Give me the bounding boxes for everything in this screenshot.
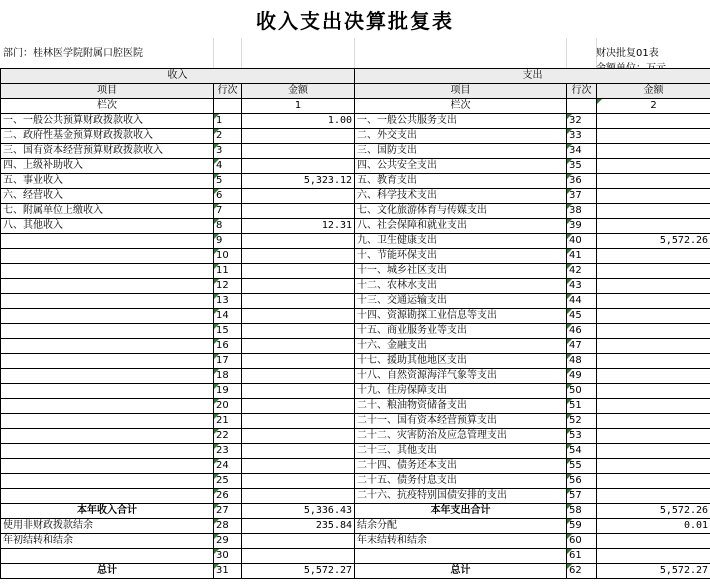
income-item-cell xyxy=(1,369,214,384)
expense-item-cell: 四、公共安全支出 xyxy=(355,159,567,174)
expense-item-cell: 八、社会保障和就业支出 xyxy=(355,219,567,234)
table-row xyxy=(1,444,710,459)
expense-amount-cell xyxy=(597,114,710,129)
table-row xyxy=(1,144,710,159)
expense-item-cell: 七、文化旅游体育与传媒支出 xyxy=(355,204,567,219)
section-header-row xyxy=(1,69,710,84)
expense-amount-cell xyxy=(597,219,710,234)
expense-section-header: 支出 xyxy=(355,69,710,84)
expense-line-cell: 33 xyxy=(567,129,597,144)
table-row xyxy=(1,309,710,324)
income-line-cell: 16 xyxy=(214,339,242,354)
expense-line-cell: 35 xyxy=(567,159,597,174)
income-amount-cell: 5,572.27 xyxy=(242,564,355,579)
table-row xyxy=(1,264,710,279)
income-amount-cell xyxy=(242,159,355,174)
income-line-cell: 2 xyxy=(214,129,242,144)
expense-line-cell: 61 xyxy=(567,549,597,564)
expense-amount-cell: 5,572.27 xyxy=(597,564,710,579)
income-line-cell: 8 xyxy=(214,219,242,234)
income-line-cell: 26 xyxy=(214,489,242,504)
income-item-cell: 本年收入合计 xyxy=(1,504,214,519)
income-line-cell: 13 xyxy=(214,294,242,309)
expense-item-cell: 结余分配 xyxy=(355,519,567,534)
table-row xyxy=(1,564,710,579)
income-item-cell xyxy=(1,429,214,444)
income-line-cell: 14 xyxy=(214,309,242,324)
table-row xyxy=(1,414,710,429)
table-row xyxy=(1,369,710,384)
income-item-cell xyxy=(1,264,214,279)
income-amount-cell xyxy=(242,399,355,414)
income-section-header: 收入 xyxy=(1,69,355,84)
income-line-cell: 29 xyxy=(214,534,242,549)
expense-item-cell: 一、一般公共服务支出 xyxy=(355,114,567,129)
income-item-cell xyxy=(1,489,214,504)
expense-amount-cell xyxy=(597,174,710,189)
expense-amount-cell xyxy=(597,384,710,399)
expense-line-cell: 42 xyxy=(567,264,597,279)
expense-line-cell: 50 xyxy=(567,384,597,399)
expense-item-cell: 二十四、债务还本支出 xyxy=(355,459,567,474)
report-title: 收入支出决算批复表 xyxy=(256,8,454,33)
table-row xyxy=(1,399,710,414)
table-row xyxy=(1,279,710,294)
expense-amount-cell xyxy=(597,339,710,354)
income-item-cell: 一、一般公共预算财政拨款收入 xyxy=(1,114,214,129)
expense-line-cell: 37 xyxy=(567,189,597,204)
table-row xyxy=(1,549,710,564)
table-row xyxy=(1,204,710,219)
income-amount-cell xyxy=(242,189,355,204)
income-line-cell: 20 xyxy=(214,399,242,414)
table-row xyxy=(1,459,710,474)
income-line-cell: 5 xyxy=(214,174,242,189)
expense-line-cell: 52 xyxy=(567,414,597,429)
income-amount-cell xyxy=(242,444,355,459)
expense-amount-cell xyxy=(597,279,710,294)
expense-line-cell: 57 xyxy=(567,489,597,504)
income-amount-cell xyxy=(242,324,355,339)
expense-line-cell: 62 xyxy=(567,564,597,579)
expense-amount-cell xyxy=(597,129,710,144)
income-line-cell: 18 xyxy=(214,369,242,384)
expense-item-cell: 十五、商业服务业等支出 xyxy=(355,324,567,339)
income-line-cell: 6 xyxy=(214,189,242,204)
expense-amount-cell xyxy=(597,549,710,564)
income-item-cell xyxy=(1,549,214,564)
table-row xyxy=(1,234,710,249)
expense-line-cell: 47 xyxy=(567,339,597,354)
expense-line-cell: 43 xyxy=(567,279,597,294)
budget-table xyxy=(0,68,710,579)
table-row xyxy=(1,474,710,489)
income-amount-cell xyxy=(242,144,355,159)
expense-amount-cell xyxy=(597,159,710,174)
expense-item-cell: 九、卫生健康支出 xyxy=(355,234,567,249)
income-line-cell: 31 xyxy=(214,564,242,579)
income-line-cell: 30 xyxy=(214,549,242,564)
income-item-cell: 四、上级补助收入 xyxy=(1,159,214,174)
income-amount-cell xyxy=(242,204,355,219)
income-line-cell: 10 xyxy=(214,249,242,264)
income-item-cell xyxy=(1,354,214,369)
expense-amount-cell xyxy=(597,429,710,444)
income-amount-cell xyxy=(242,264,355,279)
table-row xyxy=(1,324,710,339)
expense-line-cell: 32 xyxy=(567,114,597,129)
expense-item-cell: 二十五、债务付息支出 xyxy=(355,474,567,489)
expense-line-cell: 55 xyxy=(567,459,597,474)
expense-line-cell: 60 xyxy=(567,534,597,549)
column-header-row xyxy=(1,84,710,99)
expense-item-cell: 十、节能环保支出 xyxy=(355,249,567,264)
income-amount-cell xyxy=(242,309,355,324)
income-line-cell: 1 xyxy=(214,114,242,129)
income-line-cell: 24 xyxy=(214,459,242,474)
expense-item-cell: 十六、金融支出 xyxy=(355,339,567,354)
income-line-cell: 22 xyxy=(214,429,242,444)
expense-item-cell: 二十二、灾害防治及应急管理支出 xyxy=(355,429,567,444)
expense-item-cell xyxy=(355,549,567,564)
income-line-cell: 12 xyxy=(214,279,242,294)
expense-line-cell: 48 xyxy=(567,354,597,369)
expense-line-cell: 38 xyxy=(567,204,597,219)
income-item-cell: 八、其他收入 xyxy=(1,219,214,234)
income-item-cell xyxy=(1,414,214,429)
income-line-cell: 9 xyxy=(214,234,242,249)
expense-line-cell: 56 xyxy=(567,474,597,489)
expense-item-cell: 总计 xyxy=(355,564,567,579)
income-item-cell: 五、事业收入 xyxy=(1,174,214,189)
expense-line-cell: 41 xyxy=(567,249,597,264)
table-row xyxy=(1,489,710,504)
table-row xyxy=(1,519,710,534)
table-row xyxy=(1,534,710,549)
income-amount-cell xyxy=(242,279,355,294)
expense-amount-cell xyxy=(597,204,710,219)
expense-line-cell: 46 xyxy=(567,324,597,339)
expense-amount-cell xyxy=(597,354,710,369)
income-line-cell: 25 xyxy=(214,474,242,489)
expense-line-cell: 59 xyxy=(567,519,597,534)
expense-line-cell: 51 xyxy=(567,399,597,414)
income-line-cell: 19 xyxy=(214,384,242,399)
income-item-cell xyxy=(1,444,214,459)
expense-item-cell: 六、科学技术支出 xyxy=(355,189,567,204)
table-row xyxy=(1,129,710,144)
income-amount-cell xyxy=(242,549,355,564)
table-row xyxy=(1,429,710,444)
expense-item-cell: 三、国防支出 xyxy=(355,144,567,159)
expense-item-cell: 十一、城乡社区支出 xyxy=(355,264,567,279)
income-amount-cell xyxy=(242,414,355,429)
expense-item-cell: 二十、粮油物资储备支出 xyxy=(355,399,567,414)
income-item-cell: 使用非财政拨款结余 xyxy=(1,519,214,534)
expense-amount-cell xyxy=(597,399,710,414)
income-line-cell: 27 xyxy=(214,504,242,519)
expense-line-cell: 44 xyxy=(567,294,597,309)
expense-item-cell: 十八、自然资源海洋气象等支出 xyxy=(355,369,567,384)
expense-item-cell: 本年支出合计 xyxy=(355,504,567,519)
expense-item-cell: 十七、援助其他地区支出 xyxy=(355,354,567,369)
expense-amount-cell xyxy=(597,264,710,279)
income-line-cell: 4 xyxy=(214,159,242,174)
income-item-cell xyxy=(1,399,214,414)
expense-amount-cell xyxy=(597,489,710,504)
expense-item-cell: 二、外交支出 xyxy=(355,129,567,144)
income-item-cell: 年初结转和结余 xyxy=(1,534,214,549)
income-item-cell xyxy=(1,249,214,264)
expense-amount-cell xyxy=(597,414,710,429)
expense-amount-cell xyxy=(597,309,710,324)
income-line-cell: 17 xyxy=(214,354,242,369)
table-row xyxy=(1,249,710,264)
income-amount-header: 金额 xyxy=(242,84,355,99)
table-row xyxy=(1,504,710,519)
income-line-cell: 15 xyxy=(214,324,242,339)
expense-amount-cell xyxy=(597,369,710,384)
income-item-cell xyxy=(1,234,214,249)
expense-item-cell: 十四、资源勘探工业信息等支出 xyxy=(355,309,567,324)
expense-amount-header: 金额 xyxy=(597,84,710,99)
expense-line-cell: 39 xyxy=(567,219,597,234)
expense-item-cell: 二十六、抗疫特别国债安排的支出 xyxy=(355,489,567,504)
income-amount-cell xyxy=(242,234,355,249)
expense-line-cell: 53 xyxy=(567,429,597,444)
income-item-cell: 总计 xyxy=(1,564,214,579)
expense-amount-cell: 5,572.26 xyxy=(597,504,710,519)
expense-amount-cell: 0.01 xyxy=(597,519,710,534)
income-item-header: 项目 xyxy=(1,84,214,99)
income-col-no: 1 xyxy=(242,99,355,114)
table-row xyxy=(1,384,710,399)
income-index-line xyxy=(214,99,242,114)
expense-item-cell: 十二、农林水支出 xyxy=(355,279,567,294)
income-amount-cell: 5,323.12 xyxy=(242,174,355,189)
expense-amount-cell xyxy=(597,189,710,204)
income-item-cell xyxy=(1,279,214,294)
income-amount-cell xyxy=(242,429,355,444)
expense-item-cell: 五、教育支出 xyxy=(355,174,567,189)
income-line-header: 行次 xyxy=(214,84,242,99)
income-line-cell: 21 xyxy=(214,414,242,429)
expense-item-header: 项目 xyxy=(355,84,567,99)
expense-index-line xyxy=(567,99,597,114)
table-row xyxy=(1,219,710,234)
income-amount-cell xyxy=(242,294,355,309)
income-line-cell: 11 xyxy=(214,264,242,279)
income-amount-cell: 12.31 xyxy=(242,219,355,234)
expense-amount-cell xyxy=(597,459,710,474)
table-row xyxy=(1,354,710,369)
income-item-cell: 三、国有资本经营预算财政拨款收入 xyxy=(1,144,214,159)
income-amount-cell: 235.84 xyxy=(242,519,355,534)
expense-amount-cell xyxy=(597,474,710,489)
income-line-cell: 28 xyxy=(214,519,242,534)
income-amount-cell xyxy=(242,249,355,264)
income-line-cell: 7 xyxy=(214,204,242,219)
form-code-label: 财决批复01表 xyxy=(596,48,659,59)
expense-line-header: 行次 xyxy=(567,84,597,99)
income-item-cell xyxy=(1,339,214,354)
income-amount-cell xyxy=(242,474,355,489)
income-amount-cell: 5,336.43 xyxy=(242,504,355,519)
income-amount-cell: 1.00 xyxy=(242,114,355,129)
expense-amount-cell: 5,572.26 xyxy=(597,234,710,249)
expense-item-cell: 年末结转和结余 xyxy=(355,534,567,549)
column-index-row xyxy=(1,99,710,114)
expense-line-cell: 34 xyxy=(567,144,597,159)
expense-amount-cell xyxy=(597,324,710,339)
income-amount-cell xyxy=(242,129,355,144)
expense-line-cell: 54 xyxy=(567,444,597,459)
expense-amount-cell xyxy=(597,444,710,459)
expense-line-cell: 45 xyxy=(567,309,597,324)
income-line-cell: 3 xyxy=(214,144,242,159)
expense-item-cell: 十九、住房保障支出 xyxy=(355,384,567,399)
income-item-cell xyxy=(1,384,214,399)
income-item-cell xyxy=(1,294,214,309)
expense-col-no: 2 xyxy=(597,99,710,114)
expense-amount-cell xyxy=(597,294,710,309)
table-row xyxy=(1,174,710,189)
income-index-label: 栏次 xyxy=(1,99,214,114)
income-amount-cell xyxy=(242,384,355,399)
table-row xyxy=(1,114,710,129)
expense-line-cell: 36 xyxy=(567,174,597,189)
expense-item-cell: 二十三、其他支出 xyxy=(355,444,567,459)
income-item-cell: 二、政府性基金预算财政拨款收入 xyxy=(1,129,214,144)
income-item-cell xyxy=(1,474,214,489)
income-amount-cell xyxy=(242,534,355,549)
income-amount-cell xyxy=(242,339,355,354)
income-amount-cell xyxy=(242,489,355,504)
expense-amount-cell xyxy=(597,249,710,264)
department-label: 部门：桂林医学院附属口腔医院 xyxy=(3,48,143,59)
expense-amount-cell xyxy=(597,534,710,549)
expense-item-cell: 二十一、国有资本经营预算支出 xyxy=(355,414,567,429)
expense-line-cell: 40 xyxy=(567,234,597,249)
table-row xyxy=(1,294,710,309)
expense-amount-cell xyxy=(597,144,710,159)
income-item-cell xyxy=(1,309,214,324)
table-row xyxy=(1,189,710,204)
income-amount-cell xyxy=(242,459,355,474)
expense-item-cell: 十三、交通运输支出 xyxy=(355,294,567,309)
expense-index-label: 栏次 xyxy=(355,99,567,114)
income-amount-cell xyxy=(242,369,355,384)
income-item-cell: 六、经营收入 xyxy=(1,189,214,204)
table-row xyxy=(1,339,710,354)
expense-line-cell: 58 xyxy=(567,504,597,519)
income-line-cell: 23 xyxy=(214,444,242,459)
income-item-cell xyxy=(1,324,214,339)
income-amount-cell xyxy=(242,354,355,369)
income-item-cell xyxy=(1,459,214,474)
table-row xyxy=(1,159,710,174)
income-item-cell: 七、附属单位上缴收入 xyxy=(1,204,214,219)
expense-line-cell: 49 xyxy=(567,369,597,384)
